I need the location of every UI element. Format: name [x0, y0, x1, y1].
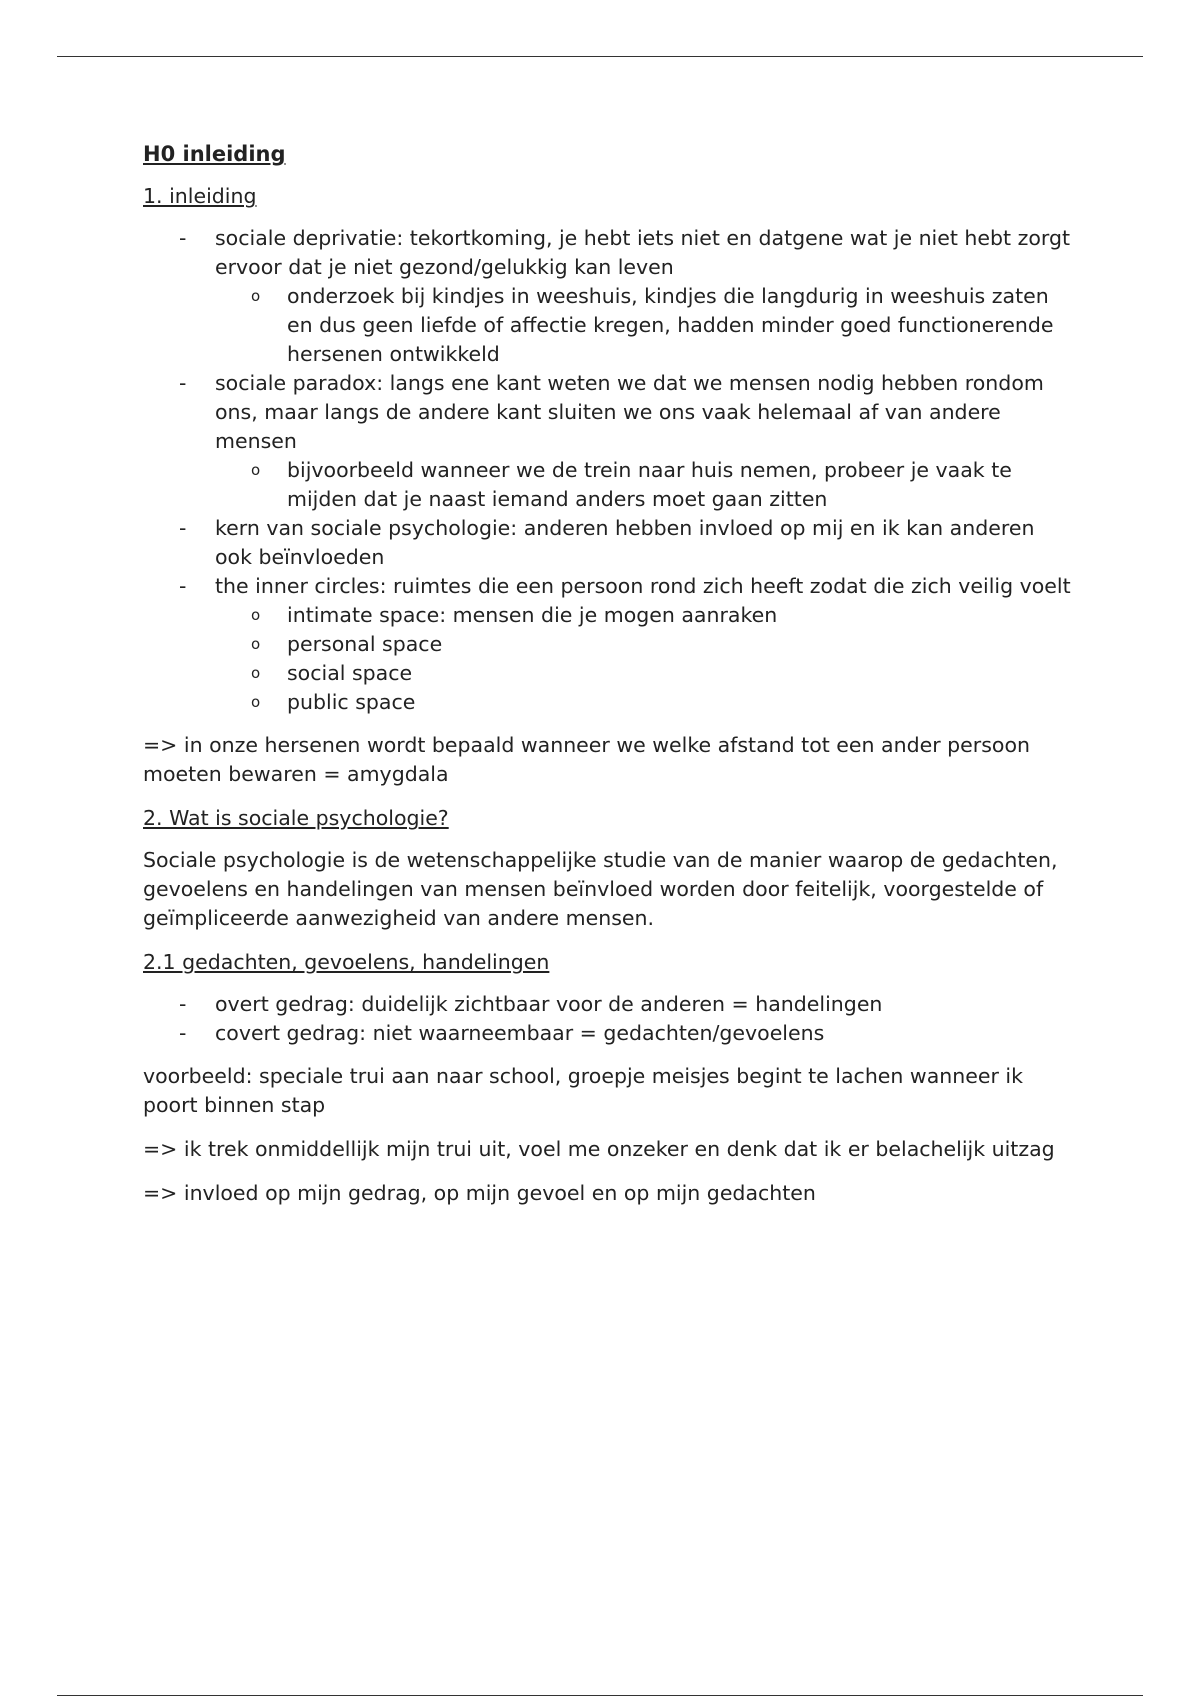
- sub-list-item-text: onderzoek bij kindjes in weeshuis, kindjes die langdurig in weeshuis zaten en dus geen liefde of affectie kregen, hadden minder goed functionerende hersenen ontwikkeld: [287, 284, 1054, 366]
- dash-bullet: -: [179, 574, 187, 598]
- list-item-text: overt gedrag: duidelijk zichtbaar voor de anderen = handelingen: [215, 992, 883, 1016]
- list-item-text: sociale paradox: langs ene kant weten we dat we mensen nodig hebben rondom ons, maar langs de andere kant sluiten we ons vaak helemaal af van andere mensen: [215, 371, 1044, 453]
- section-heading-inleiding: 1. inleiding: [143, 184, 257, 208]
- sub-list-item-text: bijvoorbeeld wanneer we de trein naar huis nemen, probeer je vaak te mijden dat je naast iemand anders moet gaan zitten: [287, 458, 1012, 511]
- circle-bullet: o: [251, 693, 261, 711]
- sub-list-item-text: social space: [287, 661, 413, 685]
- section-heading-wat-is-sociale-psychologie: 2. Wat is sociale psychologie?: [143, 806, 449, 830]
- list-item-text: sociale deprivatie: tekortkoming, je hebt iets niet en datgene wat je niet hebt zorgt ervoor dat je niet gezond/gelukkig kan leven: [215, 226, 1071, 279]
- list-item-text: covert gedrag: niet waarneembaar = gedachten/gevoelens: [215, 1021, 825, 1045]
- sub-list-item-text: personal space: [287, 632, 443, 656]
- circle-bullet: o: [251, 287, 261, 305]
- list-item: [179, 224, 1073, 369]
- list-item: [179, 514, 1073, 572]
- header-rule: [57, 56, 1143, 57]
- inleiding-conclusion: => in onze hersenen wordt bepaald wanneer we welke afstand tot een ander persoon moeten bewaren = amygdala: [143, 733, 1030, 786]
- document-title: H0 inleiding: [143, 142, 286, 166]
- list-item: [179, 1019, 1073, 1048]
- circle-bullet: o: [251, 664, 261, 682]
- sub-list: [215, 282, 1073, 369]
- result-paragraph: => invloed op mijn gedrag, op mijn gevoel en op mijn gedachten: [143, 1181, 816, 1205]
- example-paragraph: voorbeeld: speciale trui aan naar school, groepje meisjes begint te lachen wanneer ik poort binnen stap: [143, 1064, 1023, 1117]
- dash-bullet: -: [179, 992, 187, 1016]
- sub-list-item: [251, 282, 1073, 369]
- sub-list-item: [251, 659, 1073, 688]
- circle-bullet: o: [251, 461, 261, 479]
- inleiding-list: [143, 224, 1073, 717]
- dash-bullet: -: [179, 516, 187, 540]
- sub-list: [215, 456, 1073, 514]
- dash-bullet: -: [179, 1021, 187, 1045]
- sub-list-item: [251, 688, 1073, 717]
- section-heading-gedachten-gevoelens-handelingen: 2.1 gedachten, gevoelens, handelingen: [143, 950, 550, 974]
- sub-list-item-text: intimate space: mensen die je mogen aanraken: [287, 603, 778, 627]
- dash-bullet: -: [179, 226, 187, 250]
- sub-list: [215, 601, 1073, 717]
- sub-list-item: [251, 456, 1073, 514]
- list-item-text: kern van sociale psychologie: anderen hebben invloed op mij en ik kan anderen ook beïnvloeden: [215, 516, 1035, 569]
- dash-bullet: -: [179, 371, 187, 395]
- footer-rule: [57, 1695, 1143, 1696]
- sub-list-item: [251, 601, 1073, 630]
- circle-bullet: o: [251, 635, 261, 653]
- list-item: [179, 990, 1073, 1019]
- document-body: [143, 140, 1073, 1223]
- sub-list-item-text: public space: [287, 690, 416, 714]
- sub-list-item: [251, 630, 1073, 659]
- circle-bullet: o: [251, 606, 261, 624]
- definition-paragraph: Sociale psychologie is de wetenschappelijke studie van de manier waarop de gedachten, gevoelens en handelingen van mensen beïnvloed worden door feitelijk, voorgestelde of geïmpliceerde aanwezigheid van andere mensen.: [143, 848, 1058, 930]
- gedrag-list: [143, 990, 1073, 1048]
- list-item-text: the inner circles: ruimtes die een persoon rond zich heeft zodat die zich veilig voelt: [215, 574, 1071, 598]
- list-item: [179, 572, 1073, 717]
- result-paragraph: => ik trek onmiddellijk mijn trui uit, voel me onzeker en denk dat ik er belachelijk uitzag: [143, 1137, 1055, 1161]
- list-item: [179, 369, 1073, 514]
